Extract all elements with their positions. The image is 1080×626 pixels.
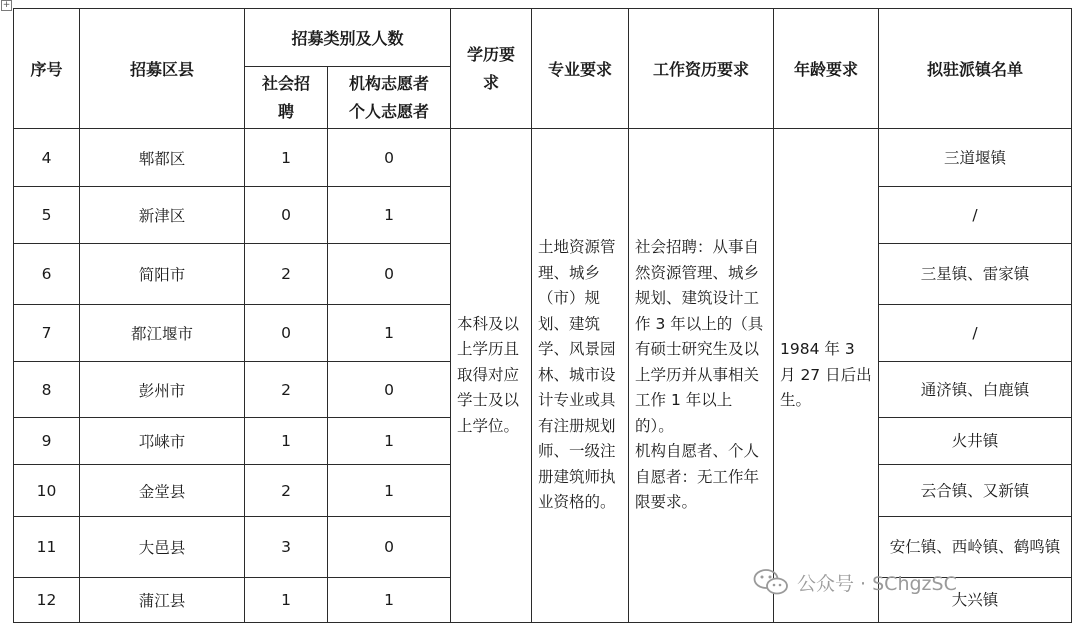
row-social-count: 1 <box>245 129 328 187</box>
recruitment-table <box>13 8 1072 623</box>
watermark-text: 公众号 · SChgzSC <box>797 572 957 595</box>
row-volunteer-count: 1 <box>328 418 451 465</box>
row-social-count: 2 <box>245 362 328 418</box>
row-district: 新津区 <box>80 187 245 244</box>
row-volunteer-count: 0 <box>328 517 451 578</box>
header-major: 专业要求 <box>532 9 629 129</box>
row-seq: 7 <box>14 305 80 362</box>
header-experience: 工作资历要求 <box>629 9 774 129</box>
row-seq: 5 <box>14 187 80 244</box>
row-volunteer-count: 0 <box>328 244 451 305</box>
table-move-handle-icon[interactable]: + <box>2 0 11 10</box>
row-district: 金堂县 <box>80 465 245 517</box>
row-towns: / <box>879 305 1072 362</box>
row-social-count: 2 <box>245 244 328 305</box>
header-seq: 序号 <box>14 9 80 129</box>
header-age: 年龄要求 <box>774 9 879 129</box>
row-social-count: 2 <box>245 465 328 517</box>
header-category-group: 招募类别及人数 <box>245 9 451 67</box>
row-district: 简阳市 <box>80 244 245 305</box>
row-volunteer-count: 1 <box>328 578 451 623</box>
row-seq: 8 <box>14 362 80 418</box>
row-volunteer-count: 1 <box>328 187 451 244</box>
row-social-count: 3 <box>245 517 328 578</box>
experience-volunteer-text: 机构自愿者、个人自愿者：无工作年限要求。 <box>635 442 760 512</box>
row-towns: / <box>879 187 1072 244</box>
row-volunteer-count: 0 <box>328 362 451 418</box>
row-seq: 6 <box>14 244 80 305</box>
row-volunteer-count: 0 <box>328 129 451 187</box>
education-requirement <box>451 129 532 623</box>
experience-requirement <box>629 129 774 623</box>
row-social-count: 1 <box>245 578 328 623</box>
row-social-count: 0 <box>245 305 328 362</box>
row-towns: 三道堰镇 <box>879 129 1072 187</box>
row-district: 都江堰市 <box>80 305 245 362</box>
row-seq: 10 <box>14 465 80 517</box>
row-seq: 4 <box>14 129 80 187</box>
header-volunteer-line-2: 个人志愿者 <box>349 101 430 121</box>
row-district: 邛崃市 <box>80 418 245 465</box>
experience-social-text: 社会招聘：从事自然资源管理、城乡规划、建筑设计工作 3 年以上的（具有硕士研究生及以上学历并从事相关工作 1 年以上的）。 <box>635 238 764 435</box>
header-volunteer <box>328 67 451 129</box>
row-social-count: 1 <box>245 418 328 465</box>
header-education-line-1: 学历要 <box>467 44 516 64</box>
row-towns: 云合镇、又新镇 <box>879 465 1072 517</box>
row-towns: 火井镇 <box>879 418 1072 465</box>
header-social-line-1: 社会招 <box>261 73 310 93</box>
row-district: 彭州市 <box>80 362 245 418</box>
education-requirement-text: 本科及以上学历且取得对应学士及以上学位。 <box>457 314 520 435</box>
header-education-line-2: 求 <box>483 72 500 92</box>
row-district: 郫都区 <box>80 129 245 187</box>
row-seq: 12 <box>14 578 80 623</box>
row-volunteer-count: 1 <box>328 465 451 517</box>
header-volunteer-line-1: 机构志愿者 <box>349 73 430 93</box>
header-social-line-2: 聘 <box>277 101 294 121</box>
row-seq: 9 <box>14 418 80 465</box>
row-seq: 11 <box>14 517 80 578</box>
major-requirement <box>532 129 629 623</box>
age-requirement-text: 1984 年 3 月 27 日后出生。 <box>780 340 872 410</box>
header-district: 招募区县 <box>80 9 245 129</box>
row-towns: 三星镇、雷家镇 <box>879 244 1072 305</box>
row-district: 大邑县 <box>80 517 245 578</box>
row-towns: 大兴镇 <box>879 578 1072 623</box>
row-social-count: 0 <box>245 187 328 244</box>
header-education <box>451 9 532 129</box>
table-row <box>14 129 1072 187</box>
header-social <box>245 67 328 129</box>
row-towns: 安仁镇、西岭镇、鹤鸣镇 <box>879 517 1072 578</box>
row-district: 蒲江县 <box>80 578 245 623</box>
major-requirement-text: 土地资源管理、城乡（市）规划、建筑学、风景园林、城市设计专业或具有注册规划师、一级注册建筑师执业资格的。 <box>538 238 616 512</box>
row-volunteer-count: 1 <box>328 305 451 362</box>
row-towns: 通济镇、白鹿镇 <box>879 362 1072 418</box>
header-towns: 拟驻派镇名单 <box>879 9 1072 129</box>
age-requirement <box>774 129 879 623</box>
